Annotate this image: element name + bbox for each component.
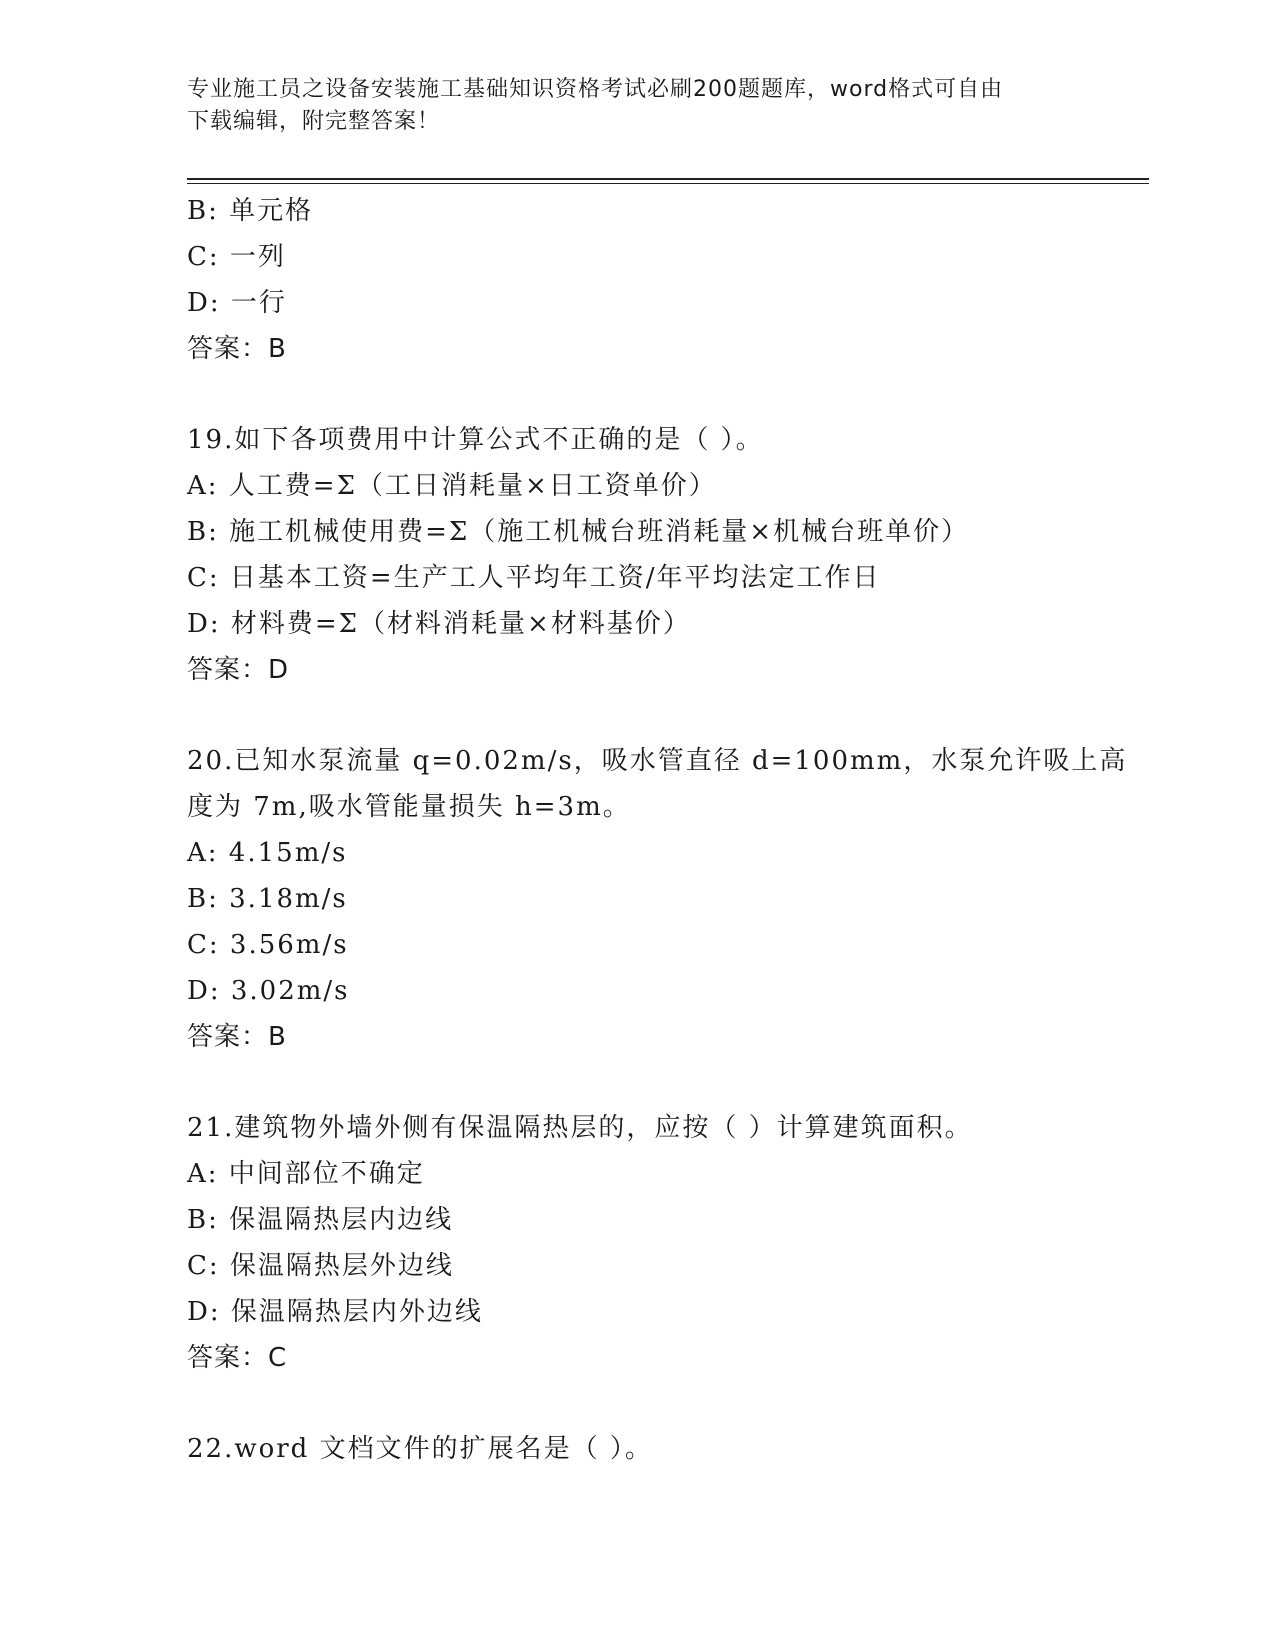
option-b: B: 施工机械使用费=Σ（施工机械台班消耗量×机械台班单价） bbox=[187, 517, 970, 547]
document-header bbox=[187, 74, 1087, 138]
option-d: D: 材料费=Σ（材料消耗量×材料基价） bbox=[187, 609, 691, 639]
option-a: A: 4.15m/s bbox=[187, 838, 348, 868]
question-text-line-1: 20.已知水泵流量 q=0.02m/s，吸水管直径 d=100mm，水泵允许吸上高 bbox=[187, 746, 1128, 776]
question-21 bbox=[187, 1105, 1087, 1381]
question-text: 22.word 文档文件的扩展名是（ ）。 bbox=[187, 1434, 653, 1464]
option-c: C: 日基本工资=生产工人平均年工资/年平均法定工作日 bbox=[187, 563, 881, 593]
answer-text: 答案：B bbox=[187, 334, 287, 364]
option-d: D: 保温隔热层内外边线 bbox=[187, 1297, 483, 1327]
option-c: C: 一列 bbox=[187, 242, 286, 272]
option-c: C: 3.56m/s bbox=[187, 930, 349, 960]
option-d: D: 3.02m/s bbox=[187, 976, 350, 1006]
header-rule-thick bbox=[187, 178, 1149, 180]
question-text-line-2: 度为 7m,吸水管能量损失 h=3m。 bbox=[187, 792, 631, 822]
option-d: D: 一行 bbox=[187, 288, 287, 318]
question-text: 21.建筑物外墙外侧有保温隔热层的，应按（ ）计算建筑面积。 bbox=[187, 1113, 973, 1143]
answer-text: 答案：B bbox=[187, 1022, 287, 1052]
option-c: C: 保温隔热层外边线 bbox=[187, 1251, 454, 1281]
option-b: B: 单元格 bbox=[187, 196, 314, 226]
answer-text: 答案：C bbox=[187, 1343, 288, 1373]
answer-text: 答案：D bbox=[187, 655, 290, 685]
question-19 bbox=[187, 417, 1087, 693]
question-22 bbox=[187, 1426, 1087, 1472]
option-b: B: 3.18m/s bbox=[187, 884, 348, 914]
header-line-2: 下载编辑，附完整答案！ bbox=[187, 109, 441, 134]
option-a: A: 人工费=Σ（工日消耗量×日工资单价） bbox=[187, 471, 717, 501]
question-20 bbox=[187, 738, 1128, 1060]
option-b: B: 保温隔热层内边线 bbox=[187, 1205, 454, 1235]
option-a: A: 中间部位不确定 bbox=[187, 1159, 425, 1189]
document-body bbox=[187, 188, 1128, 1472]
question-18 bbox=[187, 188, 1087, 372]
header-rule-thin bbox=[187, 183, 1149, 184]
header-line-1: 专业施工员之设备安装施工基础知识资格考试必刷200题题库，word格式可自由 bbox=[187, 77, 1004, 102]
question-text: 19.如下各项费用中计算公式不正确的是（ ）。 bbox=[187, 425, 764, 455]
